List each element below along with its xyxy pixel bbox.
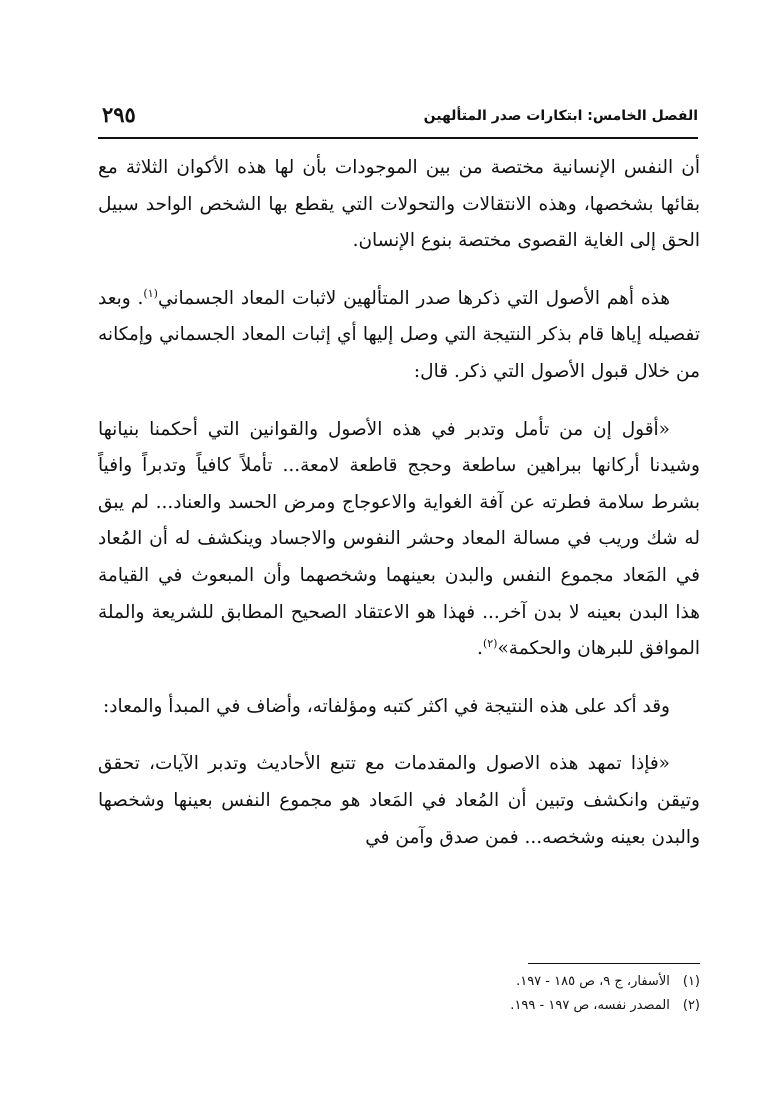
running-title: الفصل الخامس: ابتكارات صدر المتألهين [423,108,698,124]
paragraph-5-quote: «فإذا تمهد هذه الاصول والمقدمات مع تتبع الأحاديث وتدبر الآيات، تحقق وتيقن وانكشف وتبين أن المُعاد في المَعاد هو مجموع النفس بعينها وشخصها والبدن بعينه وشخصه... فمن صدق وآمن في [98,753,700,848]
footnote-2-number: (٢) [682,998,700,1013]
paragraph-2-text-end: . وبعد تفصيله إياها قام بذكر النتيجة التي وصل إليها أي إثبات المعاد الجسماني وإمكانه من خلال قبول الأصول التي ذكر. قال: [98,287,700,382]
body-text [98,150,700,877]
paragraph-4: وقد أكد على هذه النتيجة في اكثر كتبه ومؤلفاته، وأضاف في المبدأ والمعاد: [102,695,670,717]
paragraph-2-text-start: هذه أهم الأصول التي ذكرها صدر المتألهين لاثبات المعاد الجسماني [157,287,671,309]
footnote-ref-1[interactable]: (١) [143,286,158,300]
paragraph-3-end: . [477,638,483,660]
footnote-ref-2[interactable]: (٢) [482,636,498,650]
page-number: ٢٩٥ [102,102,136,127]
footnote-2-text: المصدر نفسه، ص ١٩٧ - ١٩٩. [510,998,670,1013]
paragraph-1: أن النفس الإنسانية مختصة من بين الموجودات بأن لها هذه الأكوان الثلاثة مع بقائها بشخصها، وهذه الانتقالات والتحولات التي يقطع بها الشخص الواحد سبيل الحق إلى الغاية القصوى مختصة بنوع الإنسان. [98,157,700,252]
footnote-2 [300,994,700,1018]
paragraph-2 [98,281,700,391]
paragraph-3-quote [98,412,700,668]
header-rule [98,137,698,139]
page-header [98,98,698,140]
paragraph-3-text: «أقول إن من تأمل وتدبر في هذه الأصول والقوانين التي أحكمنا بنيانها وشيدنا أركانها ببراهين ساطعة وحجج قاطعة لامعة... تأملاً كافياً وتدبراً وافياً بشرط سلامة فطرته عن آفة الغواية والاعوجاج ومرض الحسد والعناد... لم يبق له شك وريب في مسالة المعاد وحشر النفوس والاجساد وينكشف له أن المُعاد في المَعاد مجموع النفس والبدن بعينهما وشخصهما وأن المبعوث في القيامة هذا البدن بعينه لا بدن آخر... فهذا هو الاعتقاد الصحيح المطابق للشريعة والملة الموافق للبرهان والحكمة» [98,418,700,660]
footnote-rule [528,963,700,964]
footnote-1-text: الأسفار، ج ٩، ص ١٨٥ - ١٩٧. [516,974,670,989]
footnotes [300,970,700,1018]
footnote-1-number: (١) [682,974,700,989]
footnote-1 [300,970,700,994]
